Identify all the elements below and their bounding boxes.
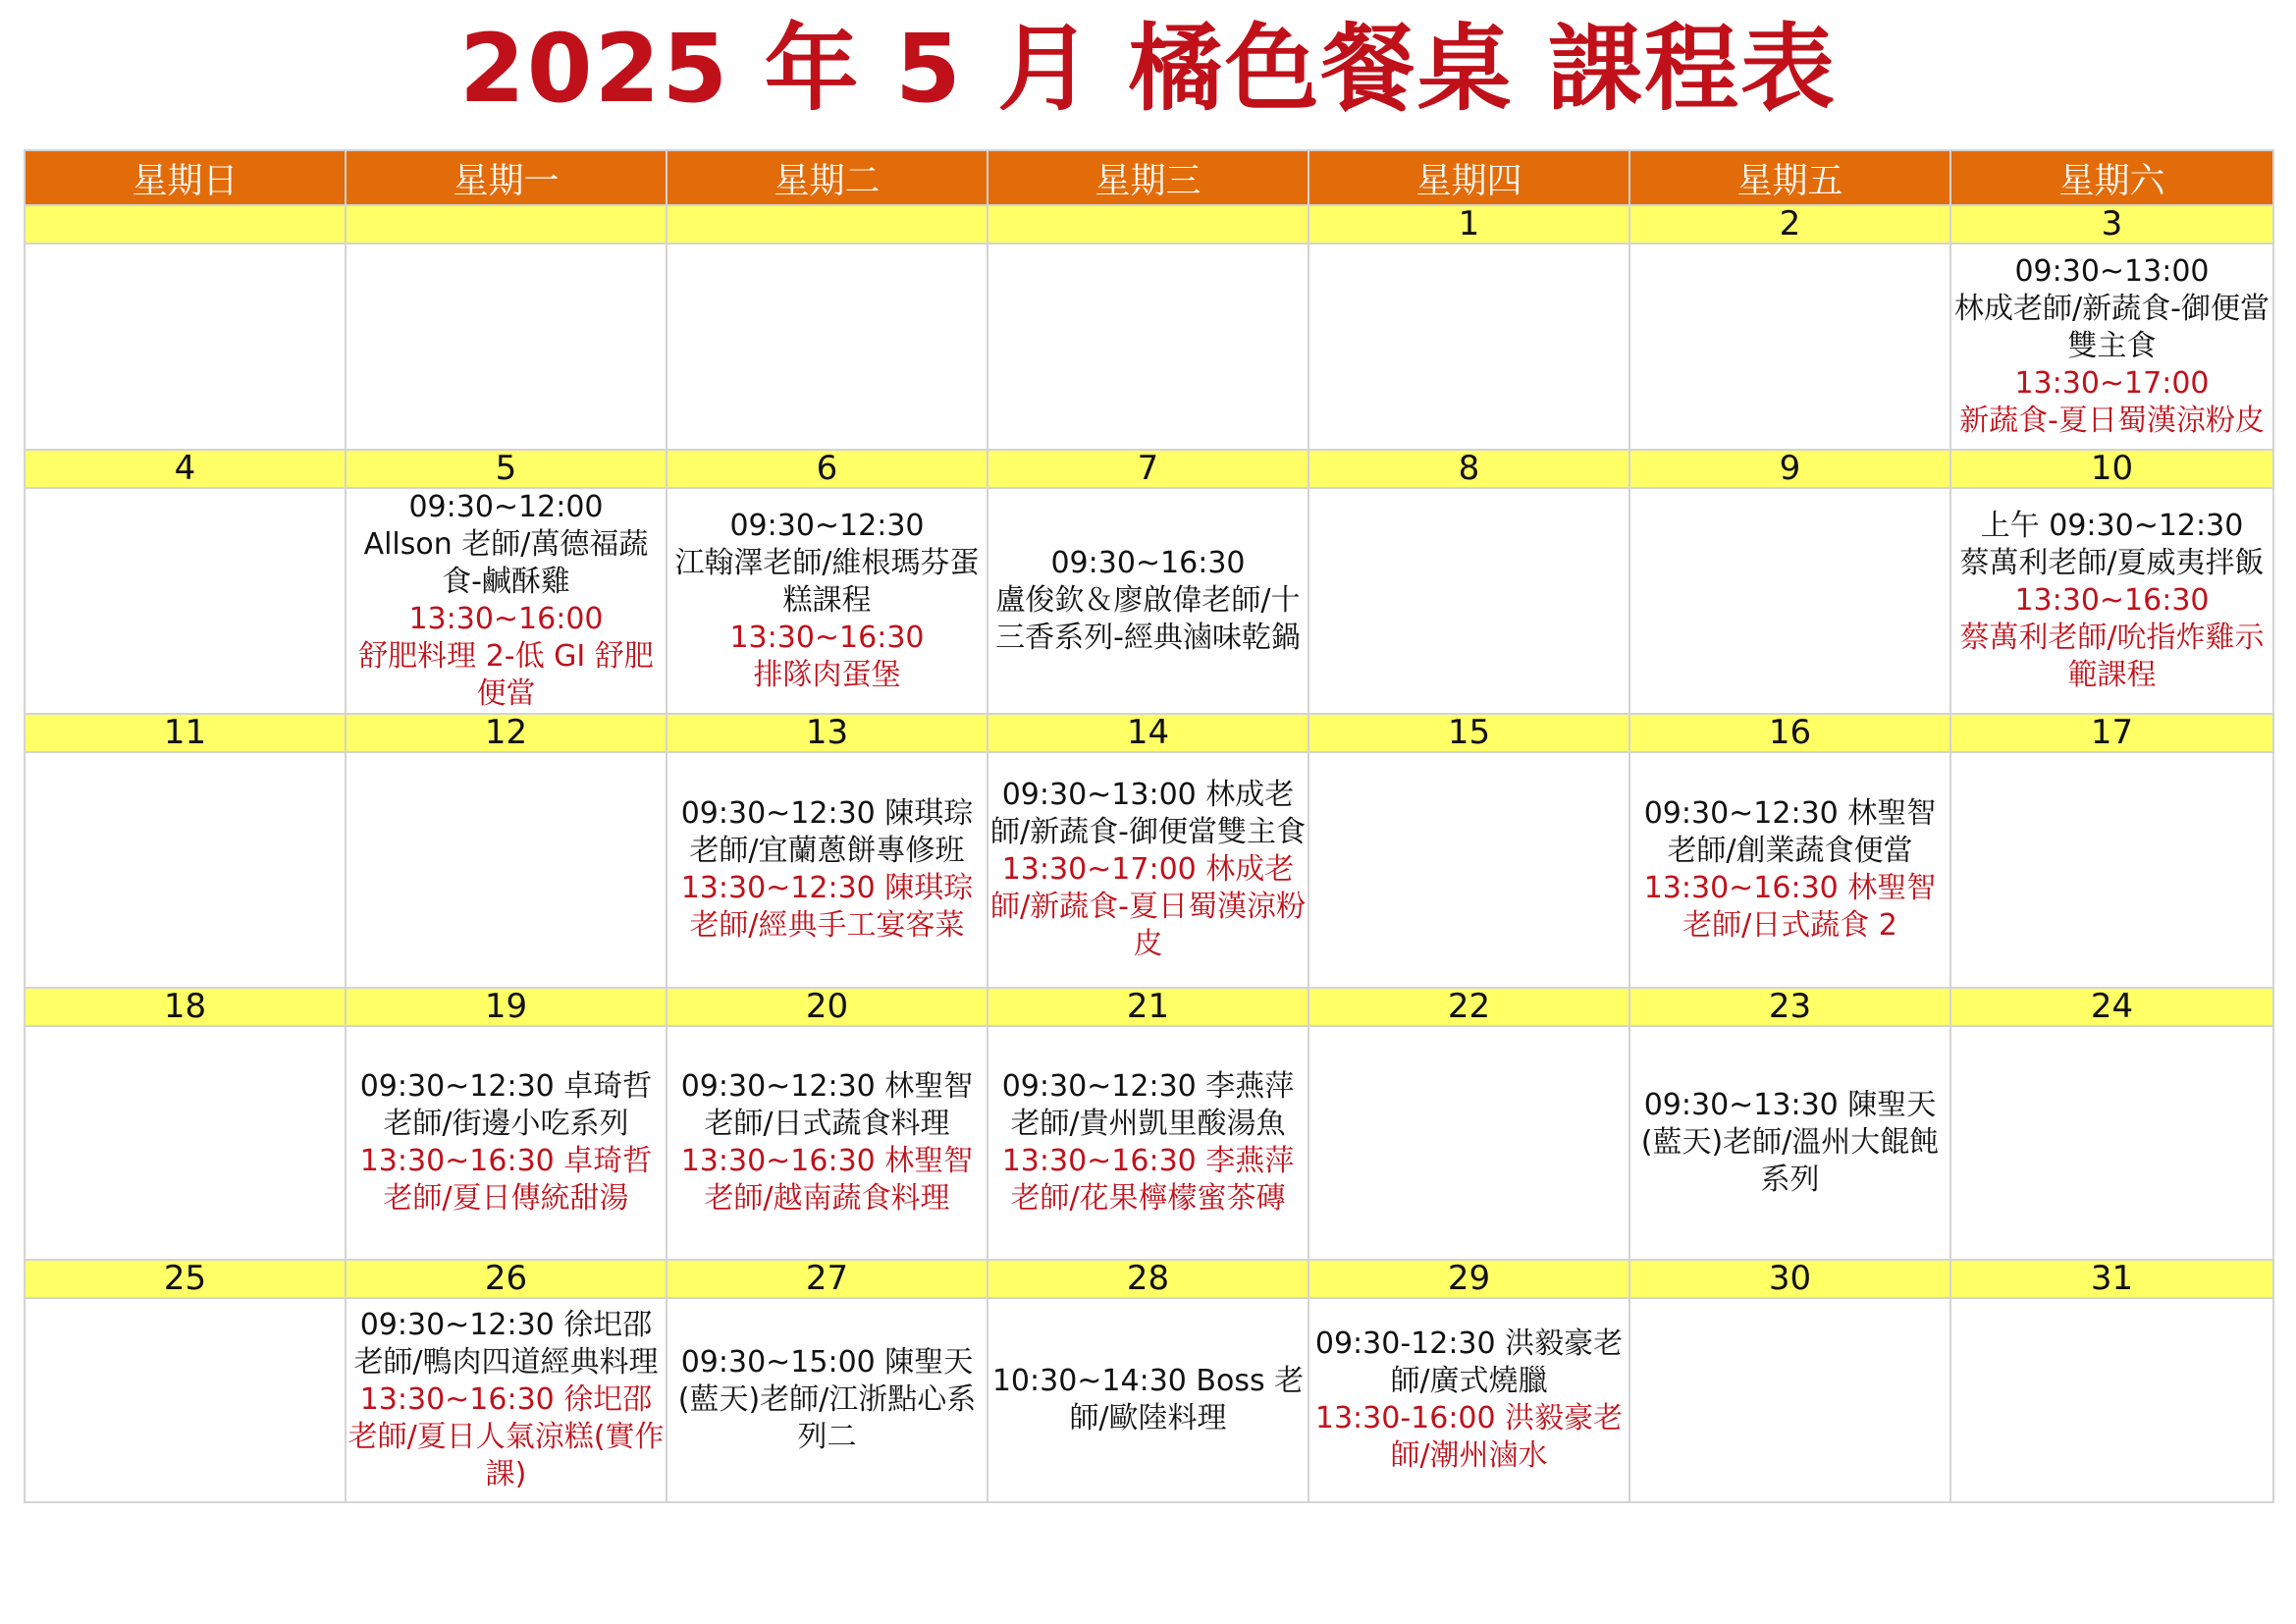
weekday-friday: 星期五: [1629, 150, 1950, 205]
morning-course: 09:30~15:00 陳聖天(藍天)老師/江浙點心系列二: [677, 1345, 977, 1454]
morning-course: 09:30~12:30 林聖智老師/創業蔬食便當: [1643, 796, 1937, 868]
weekday-sunday: 星期日: [25, 150, 346, 205]
morning-course: 10:30~14:30 Boss 老師/歐陸料理: [991, 1364, 1305, 1435]
day-cell: [988, 244, 1308, 450]
afternoon-course: 13:30~16:30 林聖智老師/日式蔬食 2: [1643, 871, 1937, 943]
date-number: 22: [1308, 988, 1629, 1026]
day-cell: [25, 1298, 346, 1502]
date-number: 19: [346, 988, 667, 1026]
date-number: 12: [346, 714, 667, 752]
day-cell: [1950, 244, 2273, 450]
weekday-thursday: 星期四: [1308, 150, 1629, 205]
weekday-header-row: [25, 150, 2273, 205]
day-cell: [1950, 752, 2273, 988]
day-cell: [667, 1298, 988, 1502]
date-number: 11: [25, 714, 346, 752]
date-row: [25, 1260, 2273, 1298]
day-cell: [988, 752, 1308, 988]
morning-course: 09:30~13:00 林成老師/新蔬食-御便當雙主食: [1954, 254, 2269, 363]
day-cell: [25, 752, 346, 988]
day-cell: [25, 1026, 346, 1260]
date-number: 27: [667, 1260, 988, 1298]
day-cell: [346, 1026, 667, 1260]
day-cell: [346, 244, 667, 450]
date-row: [25, 205, 2273, 244]
date-number: 31: [1950, 1260, 2273, 1298]
date-number: 9: [1629, 450, 1950, 488]
date-number: 17: [1950, 714, 2273, 752]
morning-course: 上午 09:30~12:30 蔡萬利老師/夏威夷拌飯: [1959, 509, 2265, 580]
day-cell: [667, 1026, 988, 1260]
date-number: 29: [1308, 1260, 1629, 1298]
afternoon-course: 13:30~16:00 舒肥料理 2-低 GI 舒肥便當: [358, 602, 654, 711]
morning-course: 09:30~12:30 卓琦哲老師/街邊小吃系列: [359, 1069, 653, 1141]
course-row: [25, 1298, 2273, 1502]
afternoon-course: 13:30~16:30 排隊肉蛋堡: [729, 621, 925, 692]
date-row: [25, 988, 2273, 1026]
date-number: 10: [1950, 450, 2273, 488]
day-cell: [346, 752, 667, 988]
date-number: [988, 205, 1308, 244]
date-number: 6: [667, 450, 988, 488]
day-cell: [988, 1298, 1308, 1502]
day-cell: [1308, 1026, 1629, 1260]
day-cell: [1629, 1298, 1950, 1502]
morning-course: 09:30~12:00 Allson 老師/萬德福蔬食-鹹酥雞: [363, 490, 649, 599]
day-cell: [1950, 1026, 2273, 1260]
date-number: 30: [1629, 1260, 1950, 1298]
day-cell: [667, 244, 988, 450]
morning-course: 09:30-12:30 洪毅豪老師/廣式燒臘: [1314, 1326, 1624, 1398]
date-number: 14: [988, 714, 1308, 752]
morning-course: 09:30~13:30 陳聖天(藍天)老師/溫州大餛飩系列: [1640, 1088, 1940, 1197]
morning-course: 09:30~12:30 陳琪琮老師/宜蘭蔥餅專修班: [680, 796, 974, 868]
course-row: [25, 752, 2273, 988]
day-cell: [25, 244, 346, 450]
date-number: 1: [1308, 205, 1629, 244]
afternoon-course: 13:30~17:00 新蔬食-夏日蜀漢涼粉皮: [1959, 366, 2265, 438]
weekday-monday: 星期一: [346, 150, 667, 205]
date-number: 4: [25, 450, 346, 488]
date-row: [25, 450, 2273, 488]
afternoon-course: 13:30~16:30 李燕萍老師/花果檸檬蜜茶磚: [1001, 1144, 1295, 1216]
morning-course: 09:30~12:30 徐圯邵老師/鴨肉四道經典料理: [353, 1308, 659, 1380]
afternoon-course: 13:30~16:30 蔡萬利老師/吮指炸雞示範課程: [1959, 583, 2265, 692]
date-number: 18: [25, 988, 346, 1026]
date-number: 2: [1629, 205, 1950, 244]
afternoon-course: 13:30~16:30 卓琦哲老師/夏日傳統甜湯: [359, 1144, 653, 1216]
day-cell: [1629, 1026, 1950, 1260]
course-row: [25, 244, 2273, 450]
day-cell: [1629, 752, 1950, 988]
course-calendar: [24, 149, 2274, 1503]
morning-course: 09:30~12:30 李燕萍老師/貴州凱里酸湯魚: [1001, 1069, 1295, 1141]
date-number: 26: [346, 1260, 667, 1298]
date-number: 23: [1629, 988, 1950, 1026]
day-cell: [667, 488, 988, 714]
day-cell: [1308, 752, 1629, 988]
date-number: 7: [988, 450, 1308, 488]
weekday-tuesday: 星期二: [667, 150, 988, 205]
date-number: 8: [1308, 450, 1629, 488]
day-cell: [1950, 488, 2273, 714]
day-cell: [1629, 244, 1950, 450]
date-number: [346, 205, 667, 244]
day-cell: [1308, 488, 1629, 714]
date-number: 13: [667, 714, 988, 752]
day-cell: [988, 488, 1308, 714]
date-number: 20: [667, 988, 988, 1026]
day-cell: [988, 1026, 1308, 1260]
morning-course: 09:30~13:00 林成老師/新蔬食-御便當雙主食: [990, 778, 1306, 849]
day-cell: [346, 1298, 667, 1502]
date-number: 21: [988, 988, 1308, 1026]
day-cell: [1308, 244, 1629, 450]
weekday-wednesday: 星期三: [988, 150, 1308, 205]
date-number: 24: [1950, 988, 2273, 1026]
weekday-saturday: 星期六: [1950, 150, 2273, 205]
date-number: [25, 205, 346, 244]
date-number: 5: [346, 450, 667, 488]
morning-course: 09:30~12:30 林聖智老師/日式蔬食料理: [680, 1069, 974, 1141]
date-number: 3: [1950, 205, 2273, 244]
afternoon-course: 13:30~17:00 林成老師/新蔬食-夏日蜀漢涼粉皮: [990, 852, 1306, 961]
day-cell: [25, 488, 346, 714]
morning-course: 09:30~12:30 江翰澤老師/維根瑪芬蛋糕課程: [674, 509, 980, 618]
course-row: [25, 1026, 2273, 1260]
afternoon-course: 13:30~16:30 林聖智老師/越南蔬食料理: [680, 1144, 974, 1216]
day-cell: [667, 752, 988, 988]
date-number: 16: [1629, 714, 1950, 752]
day-cell: [1950, 1298, 2273, 1502]
date-number: 15: [1308, 714, 1629, 752]
afternoon-course: 13:30-16:00 洪毅豪老師/潮州滷水: [1314, 1401, 1624, 1473]
date-row: [25, 714, 2273, 752]
date-number: 28: [988, 1260, 1308, 1298]
day-cell: [1629, 488, 1950, 714]
morning-course: 09:30~16:30 盧俊欽＆廖啟偉老師/十三香系列-經典滷味乾鍋: [995, 546, 1301, 655]
day-cell: [1308, 1298, 1629, 1502]
afternoon-course: 13:30~16:30 徐圯邵老師/夏日人氣涼糕(實作課): [347, 1382, 665, 1491]
date-number: [667, 205, 988, 244]
page-title: 2025 年 5 月 橘色餐桌 課程表: [458, 14, 1838, 124]
course-row: [25, 488, 2273, 714]
day-cell: [346, 488, 667, 714]
date-number: 25: [25, 1260, 346, 1298]
afternoon-course: 13:30~12:30 陳琪琮老師/經典手工宴客菜: [680, 871, 974, 943]
